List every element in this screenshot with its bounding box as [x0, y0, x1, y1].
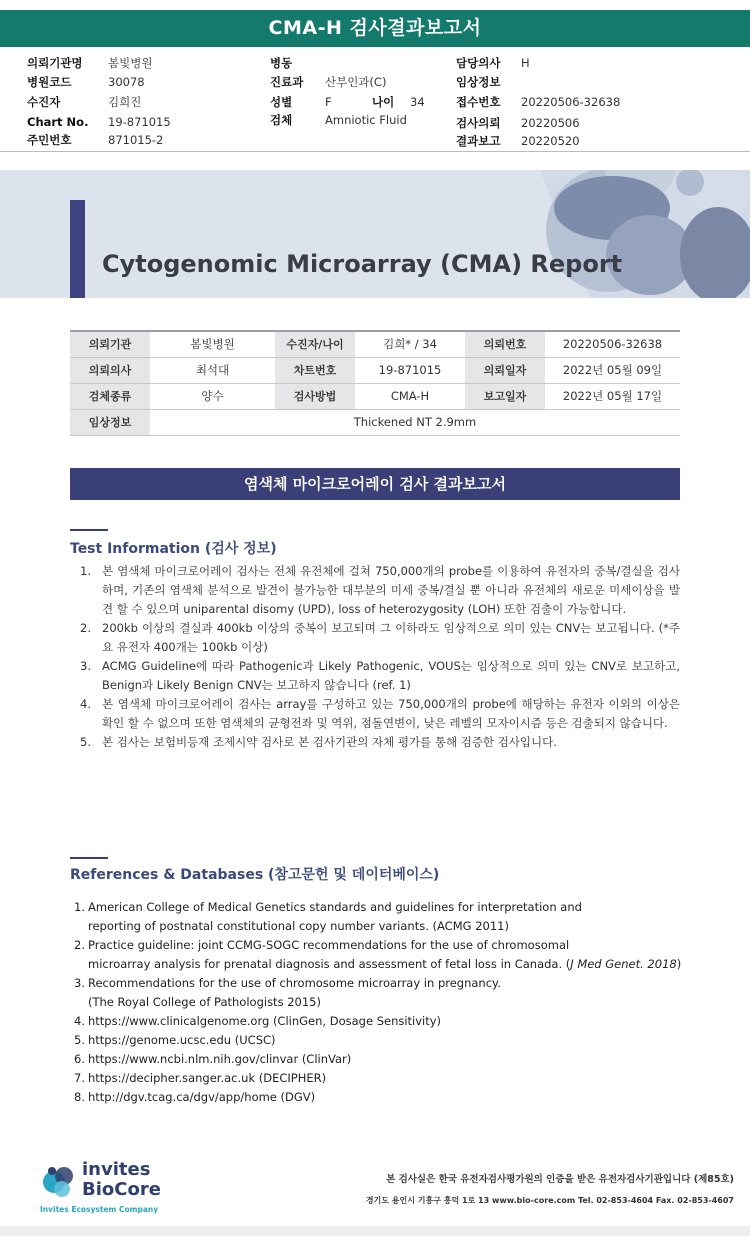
list-text: American College of Medical Genetics standards and guidelines for interpretation and: [88, 900, 582, 914]
meta-label: Chart No.: [27, 115, 89, 129]
list-text-line: [88, 955, 710, 974]
logo-line: invites: [82, 1159, 151, 1180]
logo-line: BioCore: [82, 1179, 161, 1200]
list-item: [70, 1050, 710, 1069]
meta-value: 30078: [108, 75, 145, 89]
meta-value: H: [521, 56, 530, 70]
meta-label: 결과보고: [456, 134, 501, 148]
list-item: [70, 1012, 710, 1031]
logo-mark-icon: [40, 1162, 78, 1202]
list-number: 4.: [74, 1014, 85, 1028]
meta-label: 수진자: [27, 95, 61, 109]
section-rule: [70, 857, 108, 859]
banner-accent-bar: [70, 200, 85, 298]
table-row: [70, 383, 680, 409]
reference-link[interactable]: https://www.clinicalgenome.org (ClinGen, Dosage Sensitivity): [88, 1014, 442, 1028]
company-logo: [40, 1160, 220, 1218]
section-rule: [70, 529, 108, 531]
test-info-heading: Test Information (검사 정보): [70, 541, 277, 557]
report-banner: [0, 170, 750, 298]
molecule-graphic: [0, 170, 750, 298]
table-header-cell: 검사방법: [275, 383, 355, 409]
list-item: [70, 1088, 710, 1107]
list-number: 1.: [80, 564, 91, 578]
list-item: [70, 1031, 710, 1050]
list-text: 200kb 이상의 결실과 400kb 이상의 중복이 보고되며 그 이하라도 임상적으로 의미 있는 CNV는 보고됩니다. (*주요 유전자 400개는 100kb 이상): [102, 621, 680, 654]
logo-wordmark: [82, 1160, 161, 1200]
meta-label: 의뢰기관명: [27, 56, 83, 70]
list-text: 본 염색체 마이크로어레이 검사는 array를 구성하고 있는 750,000개의 probe에 해당하는 유전자 이외의 이상은 확인 할 수 없으며 또한 염색체의 균형전좌 및 역위, 점돌연변이, 낮은 레벨의 모자이시즘 등은 검출되지 않습니다.: [102, 697, 680, 730]
meta-value: 김희진: [108, 95, 142, 109]
meta-label: 주민번호: [27, 133, 72, 147]
reference-link[interactable]: https://decipher.sanger.ac.uk (DECIPHER): [88, 1071, 327, 1085]
meta-label: 담당의사: [456, 56, 501, 70]
list-item: [70, 733, 680, 752]
table-row: [70, 331, 680, 357]
list-text: 본 검사는 보험비등재 조제시약 검사로 본 검사기관의 자체 평가를 통해 검증한 검사입니다.: [102, 735, 557, 749]
meta-value: 봄빛병원: [108, 56, 153, 70]
list-text: Practice guideline: joint CCMG-SOGC recommendations for the use of chromosomal: [88, 938, 570, 952]
meta-value: 산부인과(C): [325, 75, 387, 89]
meta-label: 병동: [270, 56, 293, 70]
reference-link[interactable]: https://genome.ucsc.edu (UCSC): [88, 1033, 276, 1047]
list-text: reporting of postnatal constitutional copy number variants. (ACMG 2011): [88, 919, 509, 933]
list-item: [70, 695, 680, 733]
meta-label: 진료과: [270, 75, 304, 89]
list-text: Recommendations for the use of chromosome microarray in pregnancy.: [88, 976, 501, 990]
meta-label: 접수번호: [456, 95, 501, 109]
table-cell: CMA-H: [355, 383, 465, 409]
meta-value: 20220506: [521, 116, 580, 130]
list-number: 6.: [74, 1052, 85, 1066]
meta-label: 임상정보: [456, 75, 501, 89]
table-cell: Thickened NT 2.9mm: [150, 409, 680, 435]
table-cell: 2022년 05월 09일: [545, 357, 680, 383]
certification-note: 본 검사실은 한국 유전자검사평가원의 인증을 받은 유전자검사기관입니다 (제85호): [386, 1174, 734, 1185]
table-row: [70, 409, 680, 435]
meta-value: 871015-2: [108, 133, 164, 147]
journal-citation: J Med Genet. 2018: [570, 957, 677, 971]
company-address: 경기도 용인시 기흥구 흥덕 1로 13 www.bio-core.com Tel. 02-853-4604 Fax. 02-853-4607: [365, 1196, 734, 1205]
table-cell: 2022년 05월 17일: [545, 383, 680, 409]
table-cell: 20220506-32638: [545, 331, 680, 357]
table-header-cell: 수진자/나이: [275, 331, 355, 357]
table-header-cell: 의뢰기관: [70, 331, 150, 357]
table-cell: 양수: [150, 383, 275, 409]
list-number: 3.: [80, 659, 91, 673]
table-cell: 최석대: [150, 357, 275, 383]
list-number: 1.: [74, 900, 85, 914]
list-number: 5.: [80, 735, 91, 749]
meta-value: 20220520: [521, 134, 580, 148]
banner-title: Cytogenomic Microarray (CMA) Report: [102, 250, 623, 278]
list-number: 2.: [80, 621, 91, 635]
list-text: (The Royal College of Pathologists 2015): [88, 995, 321, 1009]
list-text: 본 염색체 마이크로어레이 검사는 전체 유전체에 걸쳐 750,000개의 probe를 이용하여 유전자의 중복/결실을 검사하며, 기존의 염색체 분석으로 발견이 불가능한 대부분의 미세 중복/결실 뿐 아니라 유전체의 새로운 미세이상을 발견 할 수 있으며 uniparental disomy (UPD), loss of heterozygosity (LOH) 또한 검출이 가능합니다.: [102, 564, 680, 616]
list-item: [70, 936, 710, 974]
list-item: [70, 619, 680, 657]
divider: [0, 151, 750, 152]
references-heading: References & Databases (참고문헌 및 데이터베이스): [70, 867, 440, 883]
list-text: microarray analysis for prenatal diagnosis and assessment of fetal loss in Canada. (: [88, 957, 571, 971]
list-text: ): [676, 957, 682, 971]
test-info-list: [70, 562, 680, 752]
list-item: [70, 657, 680, 695]
table-cell: 19-871015: [355, 357, 465, 383]
list-number: 4.: [80, 697, 91, 711]
list-number: 8.: [74, 1090, 85, 1104]
list-number: 5.: [74, 1033, 85, 1047]
meta-value: 34: [410, 95, 425, 109]
meta-label: 검체: [270, 113, 293, 127]
table-header-cell: 임상정보: [70, 409, 150, 435]
table-header-cell: 차트번호: [275, 357, 355, 383]
meta-label: 병원코드: [27, 75, 72, 89]
list-item: [70, 1069, 710, 1088]
meta-label: 성별: [270, 95, 293, 109]
table-cell: 봄빛병원: [150, 331, 275, 357]
list-number: 2.: [74, 938, 85, 952]
page-bottom-strip: [0, 1226, 750, 1236]
table-cell: 김희* / 34: [355, 331, 465, 357]
result-report-banner: 염색체 마이크로어레이 검사 결과보고서: [70, 468, 680, 500]
patient-meta: [0, 52, 750, 152]
meta-label: 검사의뢰: [456, 116, 501, 130]
table-row: [70, 357, 680, 383]
table-header-cell: 보고일자: [465, 383, 545, 409]
references-list: [70, 898, 710, 1107]
table-header-cell: 의뢰의사: [70, 357, 150, 383]
table-header-cell: 검체종류: [70, 383, 150, 409]
meta-value: F: [325, 95, 332, 109]
list-item: [70, 562, 680, 619]
list-number: 7.: [74, 1071, 85, 1085]
list-item: [70, 898, 710, 936]
reference-link[interactable]: https://www.ncbi.nlm.nih.gov/clinvar (ClinVar): [88, 1052, 352, 1066]
list-number: 3.: [74, 976, 85, 990]
list-item: [70, 974, 710, 1012]
table-header-cell: 의뢰일자: [465, 357, 545, 383]
meta-label: 나이: [372, 95, 395, 109]
reference-link[interactable]: http://dgv.tcag.ca/dgv/app/home (DGV): [88, 1090, 316, 1104]
meta-value: Amniotic Fluid: [325, 113, 407, 127]
meta-value: 20220506-32638: [521, 95, 621, 109]
meta-value: 19-871015: [108, 115, 171, 129]
logo-tagline: Invites Ecosystem Company: [40, 1205, 159, 1214]
list-text: ACMG Guideline에 따라 Pathogenic과 Likely Pathogenic, VOUS는 임상적으로 의미 있는 CNV로 보고하고, Benign과 Likely Benign CNV는 보고하지 않습니다 (ref. 1): [102, 659, 680, 692]
report-title-bar: CMA-H 검사결과보고서: [0, 10, 750, 47]
order-info-table: [70, 330, 680, 436]
table-header-cell: 의뢰번호: [465, 331, 545, 357]
